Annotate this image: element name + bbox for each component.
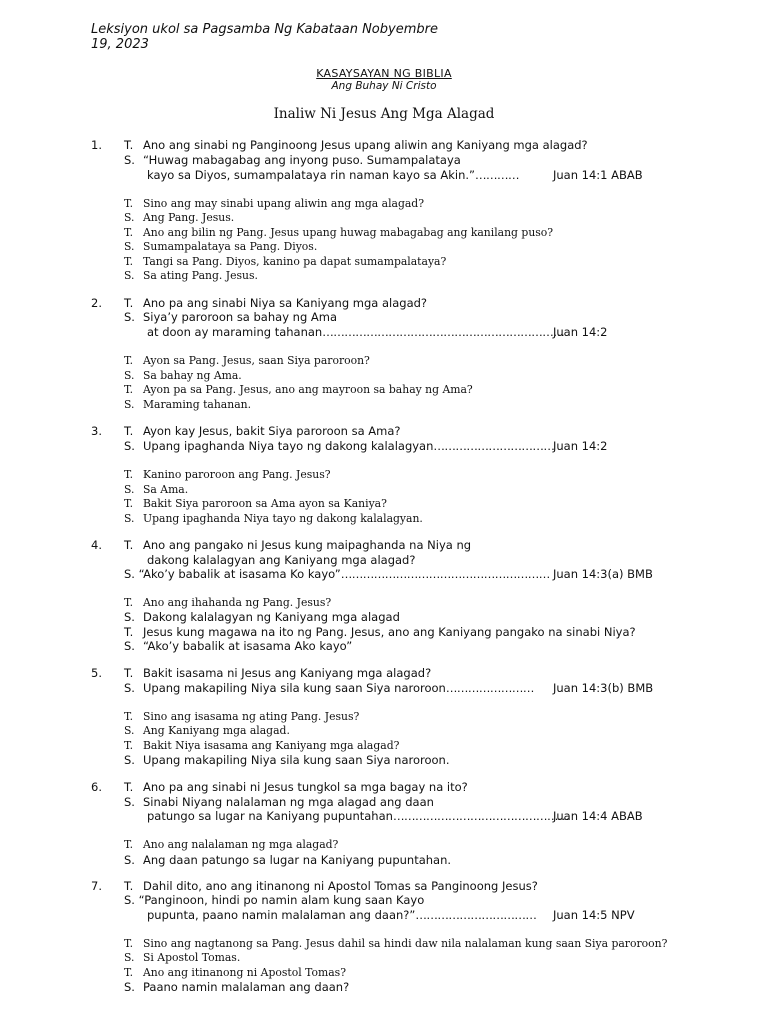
q3-sub-3: T. Bakit Siya paroroon sa Ama ayon sa Kaniya? [124, 497, 387, 510]
document-header [91, 22, 511, 52]
q5-sub-3: T. Bakit Niya isasama ang Kaniyang mga alagad? [124, 739, 400, 752]
q4-sub-1: T. Ano ang ihahanda ng Pang. Jesus? [124, 596, 332, 609]
q2-question: T. Ano pa ang sinabi Niya sa Kaniyang mga alagad? [124, 296, 428, 310]
item-number-3: 3. [91, 424, 102, 438]
q1-sub-5: T. Tangi sa Pang. Diyos, kanino pa dapat sumampalataya? [124, 255, 447, 268]
q6-reference: Juan 14:4 ABAB [553, 809, 643, 823]
q2-answer-line-1: S. Siya’y paroroon sa bahay ng Ama [124, 310, 338, 324]
subtitle: Ang Buhay Ni Cristo [331, 80, 437, 92]
lesson-title: Inaliw Ni Jesus Ang Mga Alagad [273, 106, 495, 122]
item-number-1: 1. [91, 138, 102, 152]
q3-sub-1: T. Kanino paroroon ang Pang. Jesus? [124, 468, 331, 481]
q2-sub-3: T. Ayon pa sa Pang. Jesus, ano ang mayroon sa bahay ng Ama? [124, 383, 473, 396]
q3-sub-4: S. Upang ipaghanda Niya tayo ng dakong kalalagyan. [124, 512, 423, 525]
q1-sub-6: S. Sa ating Pang. Jesus. [124, 269, 258, 282]
item-number-4: 4. [91, 538, 102, 552]
q6-sub-1: T. Ano ang nalalaman ng mga alagad? [124, 838, 339, 851]
q3-reference: Juan 14:2 [553, 439, 608, 453]
q7-answer-line-2: pupunta, paano namin malalaman ang daan?”…………………………… [147, 908, 537, 922]
q3-question: T. Ayon kay Jesus, bakit Siya paroroon sa Ama? [124, 424, 401, 438]
item-number-7: 7. [91, 879, 102, 893]
q4-reference: Juan 14:3(a) BMB [553, 567, 653, 581]
q5-sub-1: T. Sino ang isasama ng ating Pang. Jesus? [124, 710, 360, 723]
q5-sub-4: S. Upang makapiling Niya sila kung saan Siya naroroon. [124, 753, 450, 767]
q5-sub-2: S. Ang Kaniyang mga alagad. [124, 724, 290, 737]
q7-reference: Juan 14:5 NPV [553, 908, 635, 922]
q2-sub-1: T. Ayon sa Pang. Jesus, saan Siya paroroon? [124, 354, 370, 367]
item-number-5: 5. [91, 666, 102, 680]
q3-answer-line-1: S. Upang ipaghanda Niya tayo ng dakong kalalagyan…………………………… [124, 439, 555, 453]
q7-answer-line-1: S. “Panginoon, hindi po namin alam kung saan Kayo [124, 893, 425, 907]
q7-question: T. Dahil dito, ano ang itinanong ni Apostol Tomas sa Panginoong Jesus? [124, 879, 538, 893]
item-number-6: 6. [91, 780, 102, 794]
q6-answer-line-1: S. Sinabi Niyang nalalaman ng mga alagad ang daan [124, 795, 434, 809]
q1-answer-line-2: kayo sa Diyos, sumampalataya rin naman kayo sa Akin.”………… [147, 168, 519, 182]
q4-question-line-2: dakong kalalagyan ang Kaniyang mga alagad? [147, 553, 416, 567]
q4-sub-4: S. “Ako’y babalik at isasama Ako kayo” [124, 639, 353, 653]
q1-reference: Juan 14:1 ABAB [553, 168, 643, 182]
q7-sub-4: S. Paano namin malalaman ang daan? [124, 980, 350, 994]
q1-sub-4: S. Sumampalataya sa Pang. Diyos. [124, 240, 318, 253]
q1-sub-2: S. Ang Pang. Jesus. [124, 211, 235, 224]
q4-question-line-1: T. Ano ang pangako ni Jesus kung maipaghanda na Niya ng [124, 538, 472, 552]
q1-sub-1: T. Sino ang may sinabi upang aliwin ang mga alagad? [124, 197, 425, 210]
q4-answer-line-1: S. “Ako’y babalik at isasama Ko kayo”………………………………………………… [124, 567, 550, 581]
q1-sub-3: T. Ano ang bilin ng Pang. Jesus upang huwag mabagabag ang kanilang puso? [124, 226, 554, 239]
q2-sub-4: S. Maraming tahanan. [124, 398, 252, 411]
q1-question: T. Ano ang sinabi ng Panginoong Jesus upang aliwin ang Kaniyang mga alagad? [124, 138, 588, 152]
q4-sub-2: S. Dakong kalalagyan ng Kaniyang mga alagad [124, 610, 400, 624]
q1-answer-line-1: S. “Huwag mabagabag ang inyong puso. Sumampalataya [124, 153, 461, 167]
q4-sub-3: T. Jesus kung magawa na ito ng Pang. Jesus, ano ang Kaniyang pangako na sinabi Niya? [124, 625, 636, 639]
item-number-2: 2. [91, 296, 102, 310]
q3-sub-2: S. Sa Ama. [124, 483, 189, 496]
q2-answer-line-2: at doon ay maraming tahanan………………………………………………………… [147, 325, 565, 339]
q6-question: T. Ano pa ang sinabi ni Jesus tungkol sa mga bagay na ito? [124, 780, 468, 794]
q2-sub-2: S. Sa bahay ng Ama. [124, 369, 242, 382]
q6-sub-2: S. Ang daan patungo sa lugar na Kaniyang pupuntahan. [124, 853, 452, 867]
q2-reference: Juan 14:2 [553, 325, 608, 339]
q7-sub-2: S. Si Apostol Tomas. [124, 951, 241, 964]
header-line-2: 19, 2023 [91, 37, 149, 52]
q5-reference: Juan 14:3(b) BMB [553, 681, 654, 695]
q6-answer-line-2: patungo sa lugar na Kaniyang pupuntahan………………………………………… [147, 809, 569, 823]
q5-question: T. Bakit isasama ni Jesus ang Kaniyang mga alagad? [124, 666, 432, 680]
q7-sub-3: T. Ano ang itinanong ni Apostol Tomas? [124, 966, 346, 979]
header-line-1: Leksiyon ukol sa Pagsamba Ng Kabataan Nobyembre [91, 22, 438, 37]
main-title: KASAYSAYAN NG BIBLIA [316, 67, 452, 80]
q7-sub-1: T. Sino ang nagtanong sa Pang. Jesus dahil sa hindi daw nila nalalaman kung saan Siya paroroon? [124, 937, 668, 950]
q5-answer-line-1: S. Upang makapiling Niya sila kung saan Siya naroroon…………………… [124, 681, 534, 695]
